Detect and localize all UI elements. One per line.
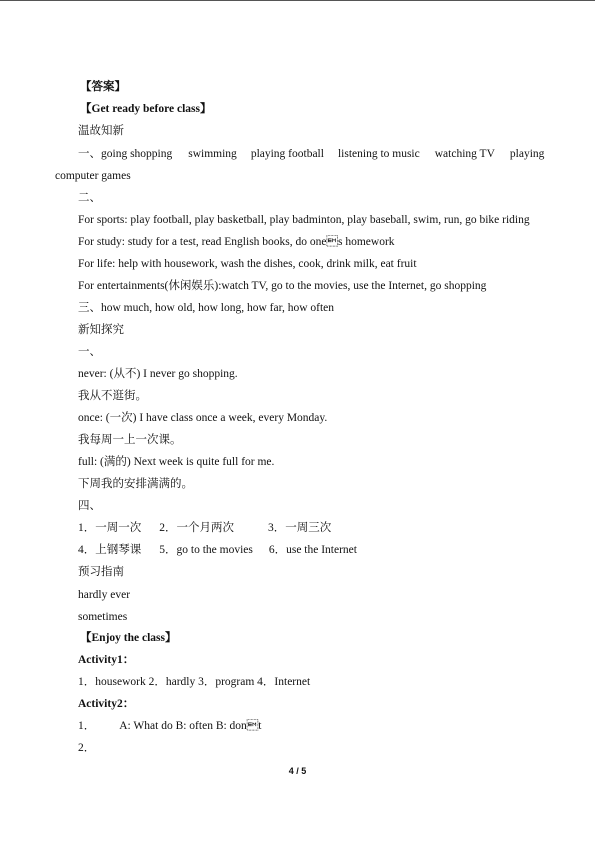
answer-header: 【答案】 bbox=[80, 81, 126, 93]
n4-answer: 6．use the Internet bbox=[268, 544, 357, 556]
n4-label: 四、 bbox=[78, 500, 101, 512]
section-get-ready-header: 【Get ready before class】 bbox=[80, 103, 212, 115]
q1-continuation: computer games bbox=[55, 170, 131, 182]
review-label: 温故知新 bbox=[78, 125, 124, 137]
q1-item: watching TV bbox=[434, 148, 495, 160]
entertainment-line: For entertainments(休闲娱乐):watch TV, go to the movies, use the Internet, go shopping bbox=[78, 280, 487, 292]
n4-answer: 3．一周三次 bbox=[268, 522, 332, 534]
sports-line: For sports: play football, play basketball, play badminton, play baseball, swim, run, go bike riding bbox=[78, 214, 530, 226]
q3-line: 三、how much, how old, how long, how far, how often bbox=[78, 302, 335, 314]
q1-line bbox=[78, 147, 544, 161]
n4-answer: 2．一个月两次 bbox=[159, 522, 234, 534]
q2-label: 二、 bbox=[78, 192, 101, 204]
q1-prefix: 一、 bbox=[78, 148, 101, 160]
activity1-answers: 1．housework 2．hardly 3．program 4．Internet bbox=[78, 676, 311, 688]
page-number: 4 / 5 bbox=[288, 766, 307, 776]
guide-sometimes: sometimes bbox=[78, 611, 128, 623]
never-translation: 我从不逛街。 bbox=[78, 390, 147, 402]
activity2-number-2: 2． bbox=[78, 742, 96, 754]
n4-row-1 bbox=[78, 521, 331, 535]
activity1-label: Activity1： bbox=[78, 654, 135, 666]
q1-item: playing football bbox=[250, 148, 324, 160]
n4-answer: 4．上钢琴课 bbox=[78, 544, 142, 556]
q1-item: swimming bbox=[188, 148, 237, 160]
n4-answer: 1．一周一次 bbox=[78, 522, 142, 534]
activity2-number: 1． bbox=[78, 720, 96, 732]
q1-item: listening to music bbox=[337, 148, 420, 160]
preview-guide-label: 预习指南 bbox=[78, 566, 124, 578]
full-line: full: (满的) Next week is quite full for me. bbox=[78, 456, 275, 468]
new-knowledge-label: 新知探究 bbox=[78, 324, 124, 336]
n4-row-2 bbox=[78, 543, 357, 557]
never-line: never: (从不) I never go shopping. bbox=[78, 368, 238, 380]
n4-answer: 5．go to the movies bbox=[159, 544, 253, 556]
q1-item: going shopping bbox=[101, 148, 173, 160]
full-translation: 下周我的安排满满的。 bbox=[78, 478, 193, 490]
n1-label: 一、 bbox=[78, 346, 101, 358]
once-line: once: (一次) I have class once a week, every Monday. bbox=[78, 412, 328, 424]
activity2-label: Activity2： bbox=[78, 698, 135, 710]
study-line: For study: study for a test, read English books, do ones homework bbox=[78, 236, 395, 248]
once-translation: 我每周一上一次课。 bbox=[78, 434, 182, 446]
section-enjoy-class-header: 【Enjoy the class】 bbox=[80, 632, 177, 644]
q1-item: playing bbox=[509, 148, 545, 160]
activity2-answer: A: What do B: often B: dont bbox=[119, 720, 262, 732]
top-border-line bbox=[0, 0, 595, 1]
guide-hardly-ever: hardly ever bbox=[78, 589, 131, 601]
activity2-item-1 bbox=[78, 719, 262, 733]
life-line: For life: help with housework, wash the dishes, cook, drink milk, eat fruit bbox=[78, 258, 417, 270]
